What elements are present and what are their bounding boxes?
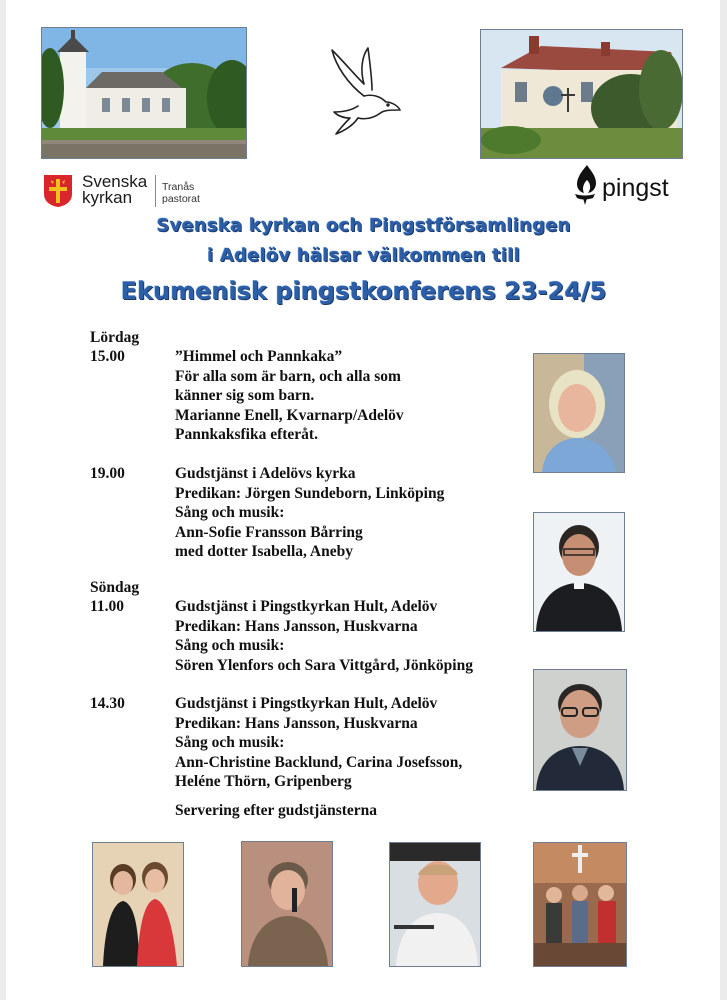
event-time: 19.00 xyxy=(90,465,125,482)
serving-note: Servering efter gudstjänsterna xyxy=(175,802,378,819)
day-label-saturday: Lördag xyxy=(90,329,140,346)
day-label-sunday: Söndag xyxy=(90,579,140,596)
pingst-wordmark: pingst xyxy=(602,174,669,202)
event-line: Gudstjänst i Pingstkyrkan Hult, Adelöv xyxy=(175,695,438,712)
pingst-logo-icon xyxy=(571,164,599,206)
photo-singer-microphone xyxy=(241,841,333,967)
pastorat-line2: pastorat xyxy=(162,193,200,205)
photo-singers-duo xyxy=(92,842,184,967)
event-line: Marianne Enell, Kvarnarp/Adelöv xyxy=(175,406,404,424)
event-line: Pannkaksfika efteråt. xyxy=(175,426,318,444)
heading-line1: Svenska kyrkan och Pingstförsamlingen xyxy=(156,215,571,236)
portrait-hans-jansson xyxy=(533,669,627,791)
event-line: Sång och musik: xyxy=(175,504,285,522)
svenska-kyrkan-line2: kyrkan xyxy=(82,188,133,207)
portrait-jorgen-sundeborn xyxy=(533,512,625,632)
event-time: 11.00 xyxy=(90,598,125,615)
portrait-marianne-enell xyxy=(533,353,625,473)
heading-line2: i Adelöv hälsar välkommen till xyxy=(207,245,520,266)
photo-guitarist xyxy=(389,842,481,967)
svenska-kyrkan-logo-icon xyxy=(43,174,73,208)
event-line: Ann-Christine Backlund, Carina Josefsson, xyxy=(175,753,463,771)
photo-music-group xyxy=(533,842,627,967)
event-line: Predikan: Hans Jansson, Huskvarna xyxy=(175,617,418,635)
svenska-kyrkan-wordmark xyxy=(82,174,147,206)
pastorat-label xyxy=(162,181,200,205)
event-details xyxy=(175,347,404,445)
event-line: med dotter Isabella, Aneby xyxy=(175,543,353,561)
logo-divider xyxy=(155,175,156,207)
church-photo-right xyxy=(480,29,683,159)
event-line: Predikan: Jörgen Sundeborn, Linköping xyxy=(175,484,445,502)
event-details xyxy=(175,694,462,792)
event-line: känner sig som barn. xyxy=(175,387,315,405)
heading-main: Ekumenisk pingstkonferens 23-24/5 xyxy=(120,277,607,305)
event-line: Sång och musik: xyxy=(175,637,285,655)
event-line: Sören Ylenfors och Sara Vittgård, Jönköping xyxy=(175,656,473,674)
event-line: ”Himmel och Pannkaka” xyxy=(175,348,343,365)
event-line: Predikan: Hans Jansson, Huskvarna xyxy=(175,714,418,732)
event-line: Heléne Thörn, Gripenberg xyxy=(175,773,352,791)
event-line: För alla som är barn, och alla som xyxy=(175,367,401,385)
event-details xyxy=(175,597,473,675)
event-line: Gudstjänst i Adelövs kyrka xyxy=(175,465,356,482)
svenska-kyrkan-line1: Svenska xyxy=(82,172,148,191)
event-line: Sång och musik: xyxy=(175,734,285,752)
dove-icon xyxy=(328,44,404,136)
event-time: 14.30 xyxy=(90,695,125,712)
event-line: Gudstjänst i Pingstkyrkan Hult, Adelöv xyxy=(175,598,438,615)
event-line: Ann-Sofie Fransson Bårring xyxy=(175,523,363,541)
event-details xyxy=(175,464,444,562)
church-photo-left xyxy=(41,27,247,159)
pastorat-line1: Tranås xyxy=(162,181,195,193)
event-time: 15.00 xyxy=(90,348,125,365)
